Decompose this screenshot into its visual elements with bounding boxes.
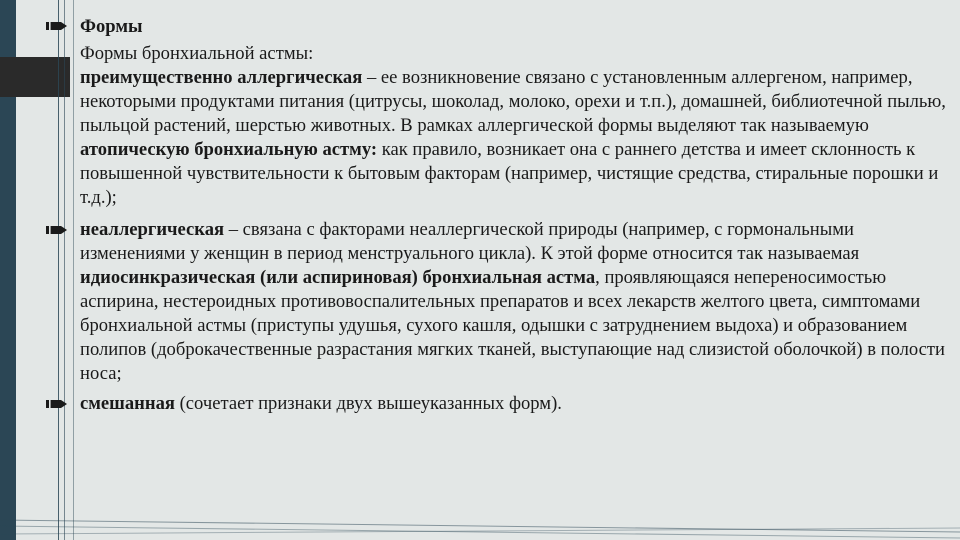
term-allergic: преимущественно аллергическая	[80, 67, 363, 88]
bullet-text-a: – связана с факторами неаллергической природы (например, с гормональными изменениями у женщин в период менструального цикла). К этой форме относится так называемая	[80, 219, 860, 264]
slide-heading	[46, 12, 956, 42]
intro-paragraph	[46, 42, 956, 210]
pencil-icon	[46, 15, 80, 39]
term-aspirin: идиосинкразическая (или аспириновая) бронхиальная астма	[80, 267, 596, 288]
list-item	[46, 218, 956, 386]
term-nonallergic: неаллергическая	[80, 219, 225, 240]
pencil-icon	[46, 218, 80, 242]
pencil-icon	[46, 392, 80, 416]
bullet-text-b: , проявляющаяся непереносимостью аспирина, нестероидных противовоспалительных препаратов и всех лекарств желтого цвета, симптомами бронхиальной астмы (приступы удушья, сухого кашля, одышки с затруднением выдоха) и образованием полипов (доброкачественные разрастания мягких тканей, выступающие над слизистой оболочкой) в полости носа;	[80, 267, 946, 384]
bullet-text-a: (сочетает признаки двух вышеуказанных форм).	[174, 393, 562, 414]
intro-lead: Формы бронхиальной астмы:	[80, 43, 314, 64]
intro-body	[80, 66, 956, 210]
bullet-body	[80, 392, 956, 416]
intro-text-1: – ее возникновение связано с установленным аллергеном, например, некоторыми продуктами питания (цитрусы, шоколад, молоко, орехи и т.п.), домашней, библиотечной пылью, пыльцой растений, шерстью животных. В рамках аллергической формы выделяют так называемую	[80, 67, 946, 136]
slide-content	[46, 12, 956, 416]
heading-text: Формы	[80, 16, 143, 37]
bottom-decorative-lines	[0, 512, 960, 540]
term-mixed: смешанная	[80, 393, 175, 414]
intro-text-2: как правило, возникает она с раннего детства и имеет склонность к повышенной чувствительности к бытовым факторам (например, чистящие средства, стиральные порошки и т.д.);	[80, 139, 939, 208]
bullet-body	[80, 218, 956, 386]
list-item	[46, 392, 956, 416]
term-atopic: атопическую бронхиальную астму:	[80, 139, 378, 160]
